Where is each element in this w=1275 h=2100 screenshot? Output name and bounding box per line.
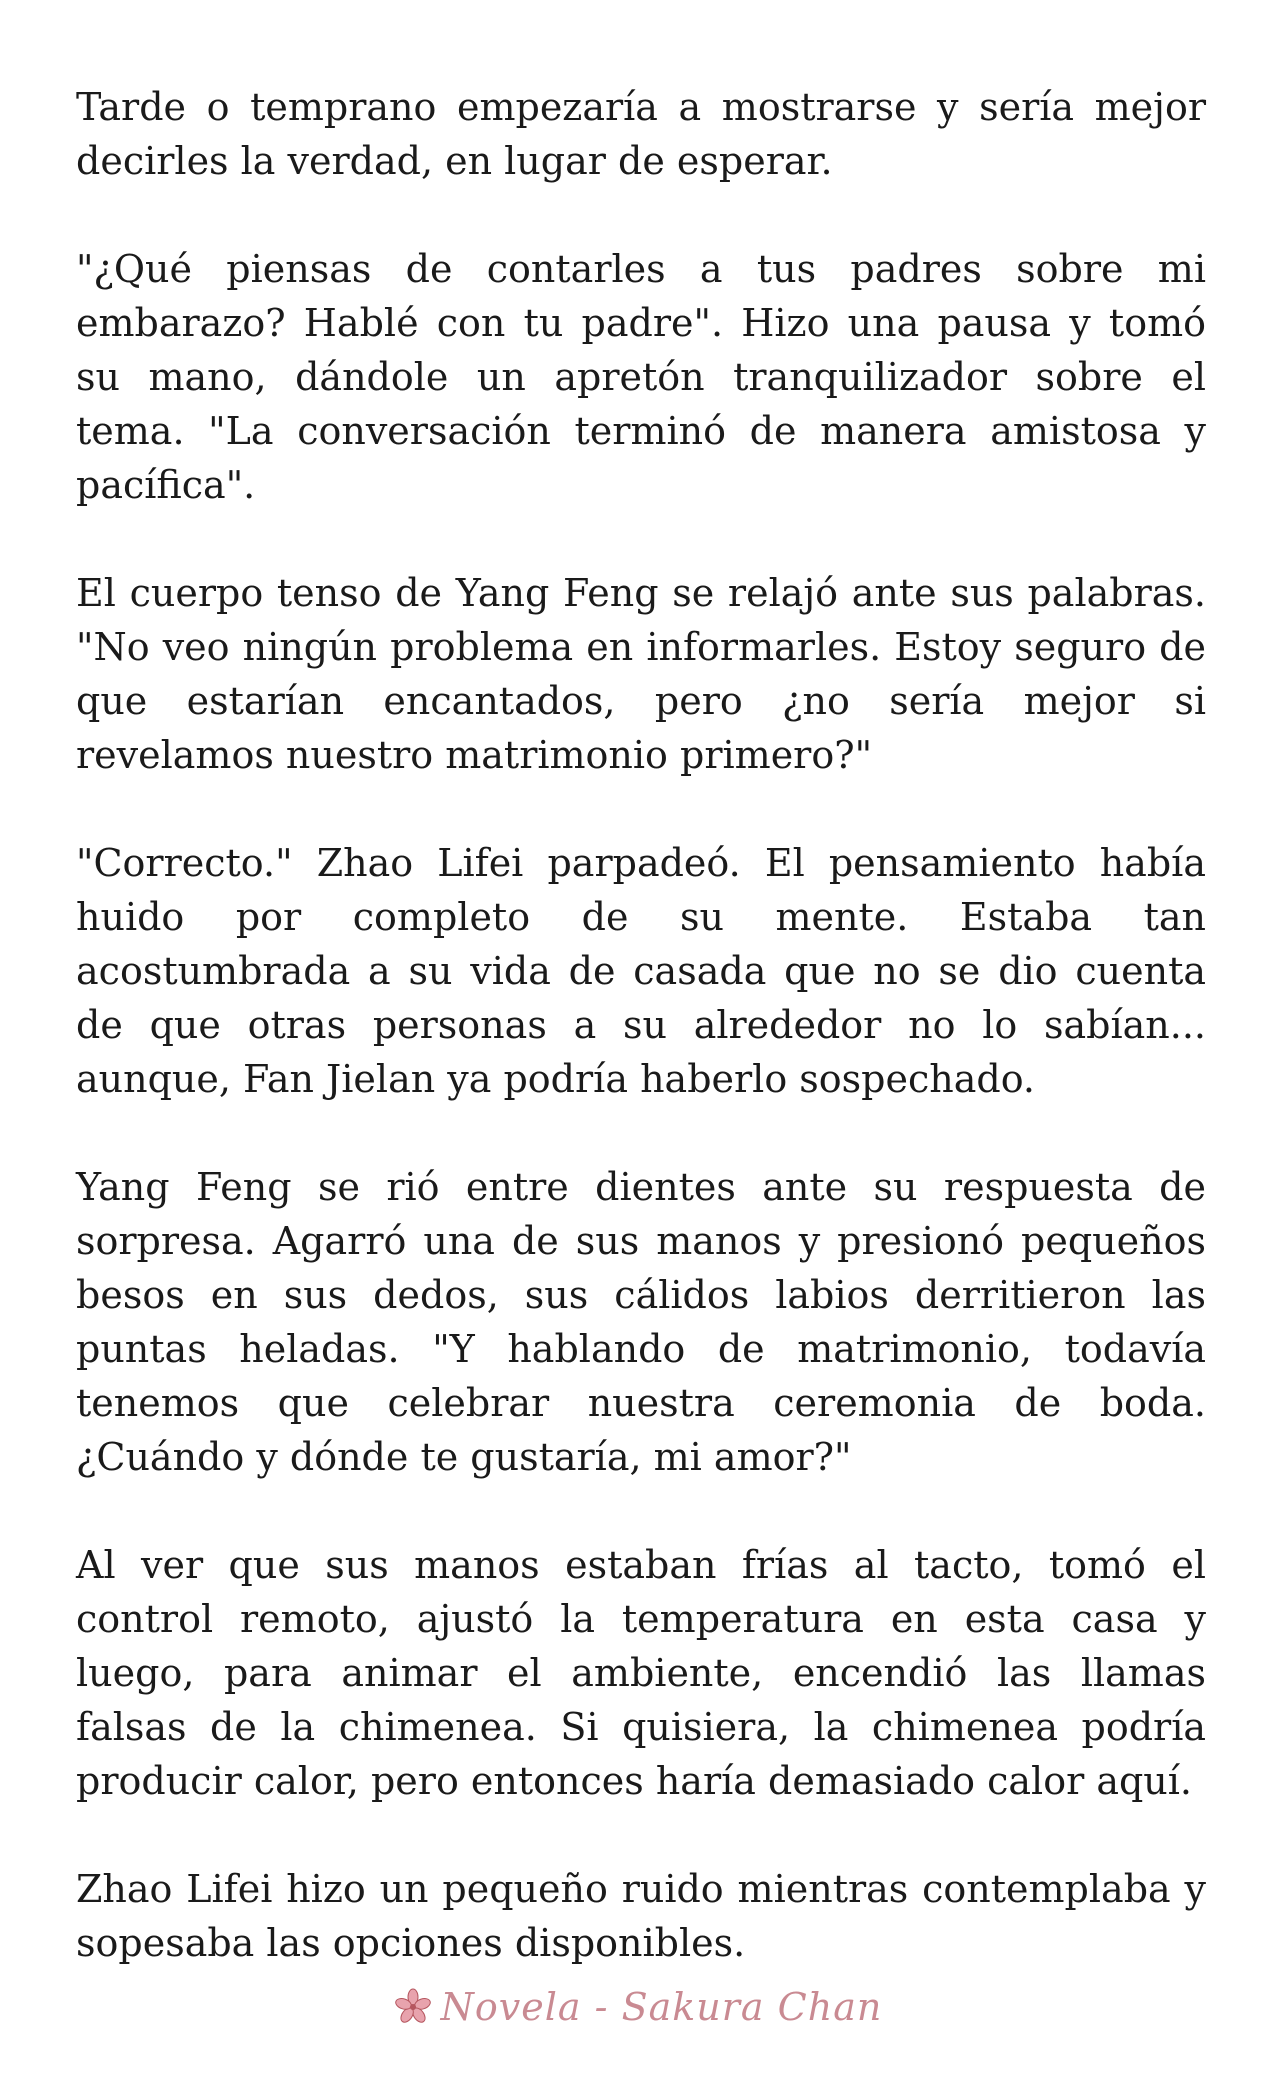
paragraph-7: Zhao Lifei hizo un pequeño ruido mientras contemplaba y sopesaba las opciones disponibles. (76, 1867, 1206, 1965)
watermark-text: Novela - Sakura Chan (440, 1985, 883, 2029)
paragraph-5: Yang Feng se rió entre dientes ante su respuesta de sorpresa. Agarró una de sus manos y presionó pequeños besos en sus dedos, sus cálidos labios derritieron las puntas heladas. "Y hablando de matrimonio, todavía tenemos que celebrar nuestra ceremonia de boda. ¿Cuándo y dónde te gustaría, mi amor?" (76, 1165, 1206, 1479)
paragraph-3: El cuerpo tenso de Yang Feng se relajó ante sus palabras. "No veo ningún problema en informarles. Estoy seguro de que estarían encantados, pero ¿no sería mejor si revelamos nuestro matrimonio primero?" (76, 571, 1206, 777)
paragraph-4: "Correcto." Zhao Lifei parpadeó. El pensamiento había huido por completo de su mente. Estaba tan acostumbrada a su vida de casada que no se dio cuenta de que otras personas a su alrededor no lo sabían... aunque, Fan Jielan ya podría haberlo sospechado. (76, 841, 1206, 1101)
watermark (0, 1985, 1275, 2029)
sakura-flower-icon (393, 1987, 433, 2027)
paragraph-2: "¿Qué piensas de contarles a tus padres sobre mi embarazo? Hablé con tu padre". Hizo una pausa y tomó su mano, dándole un apretón tranquilizador sobre el tema. "La conversación terminó de manera amistosa y pacífica". (76, 247, 1206, 507)
document-body (76, 80, 1206, 2024)
paragraph-1: Tarde o temprano empezaría a mostrarse y sería mejor decirles la verdad, en lugar de esperar. (76, 85, 1206, 183)
paragraph-6: Al ver que sus manos estaban frías al tacto, tomó el control remoto, ajustó la temperatura en esta casa y luego, para animar el ambiente, encendió las llamas falsas de la chimenea. Si quisiera, la chimenea podría producir calor, pero entonces haría demasiado calor aquí. (76, 1543, 1206, 1803)
